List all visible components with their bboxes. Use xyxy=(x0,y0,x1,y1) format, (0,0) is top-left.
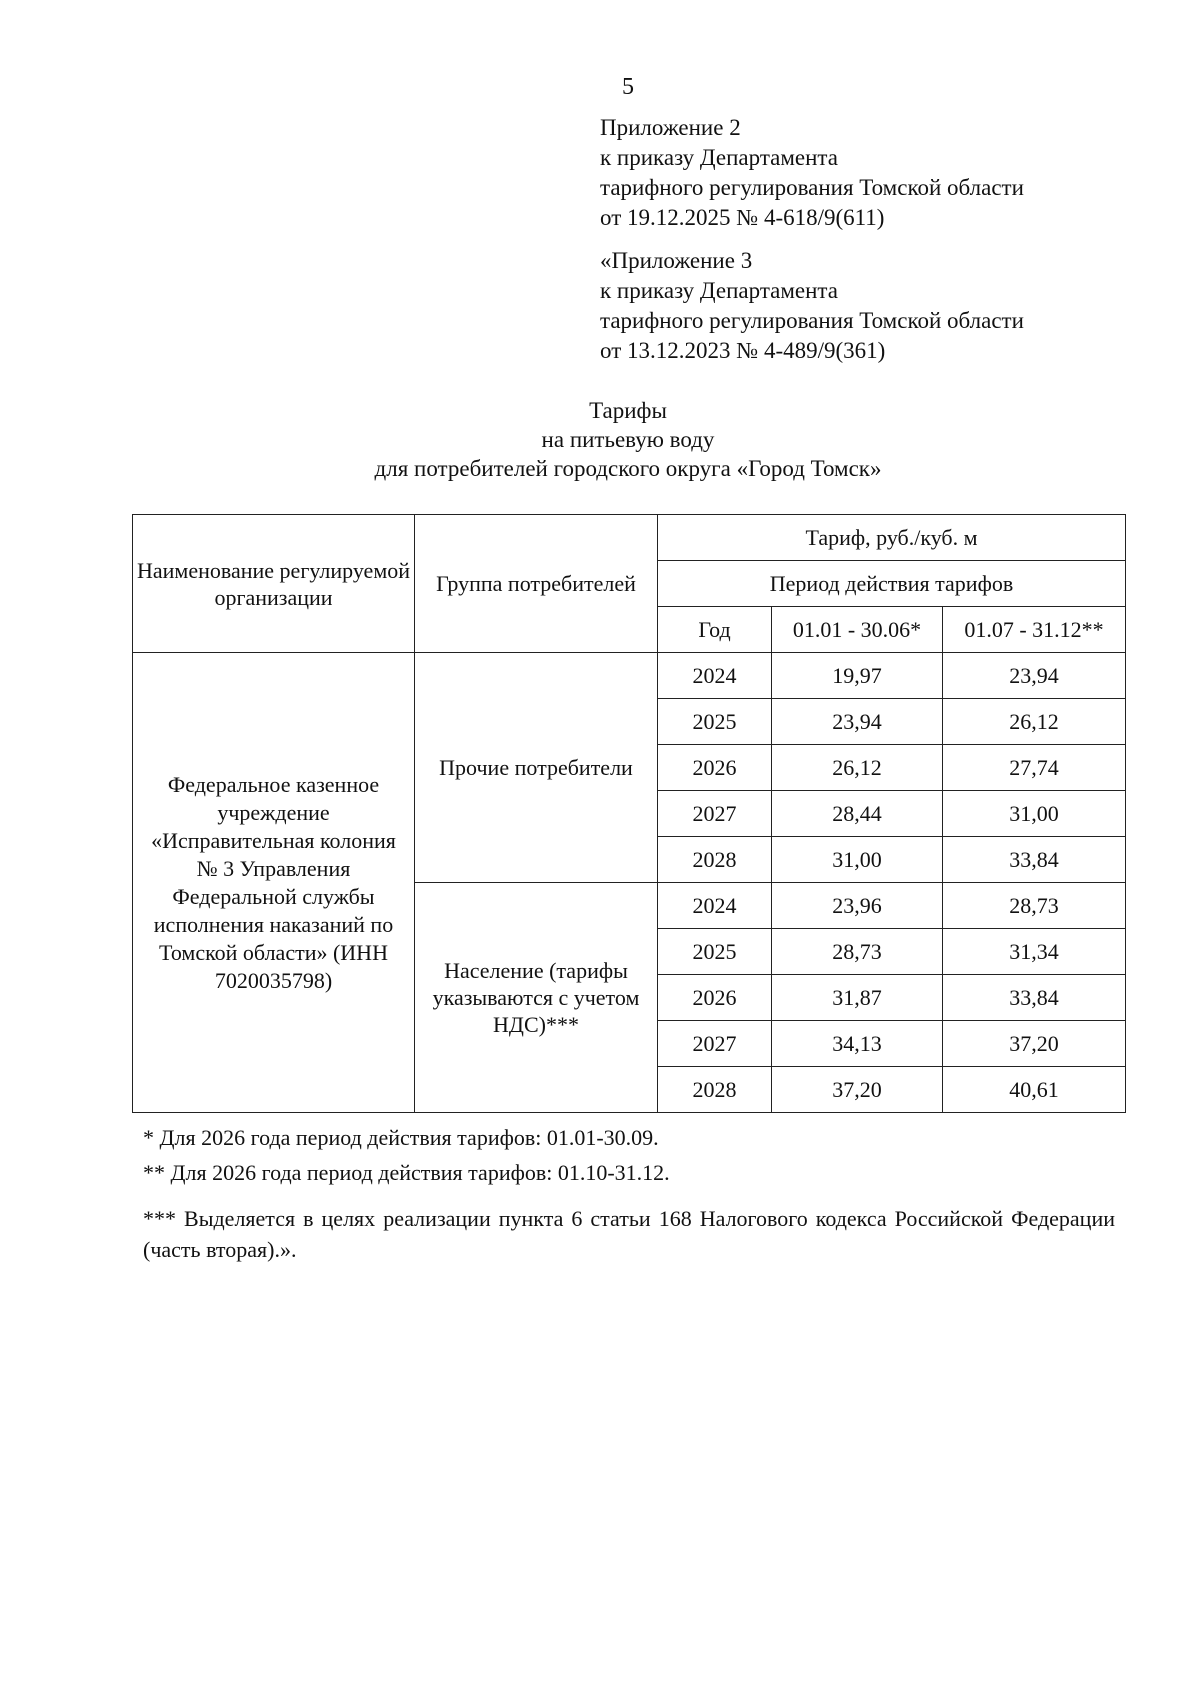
tariff-cell: 40,61 xyxy=(943,1067,1126,1113)
document-title xyxy=(0,396,1200,483)
appendix-line: от 19.12.2025 № 4-618/9(611) xyxy=(600,205,885,230)
tariff-cell: 26,12 xyxy=(772,745,943,791)
header-tariff: Тариф, руб./куб. м xyxy=(658,515,1126,561)
year-cell: 2024 xyxy=(658,653,772,699)
title-line: для потребителей городского округа «Город Томск» xyxy=(374,456,882,481)
tariff-table xyxy=(132,514,1126,1113)
tariff-cell: 31,00 xyxy=(943,791,1126,837)
tariff-cell: 23,94 xyxy=(943,653,1126,699)
appendix-line: к приказу Департамента xyxy=(600,145,838,170)
appendix-line: к приказу Департамента xyxy=(600,278,838,303)
header-organization: Наименование регулируемой организации xyxy=(133,515,415,653)
tariff-cell: 37,20 xyxy=(772,1067,943,1113)
tariff-cell: 28,73 xyxy=(943,883,1126,929)
appendix-line: тарифного регулирования Томской области xyxy=(600,175,1024,200)
tariff-cell: 28,73 xyxy=(772,929,943,975)
tariff-cell: 37,20 xyxy=(943,1021,1126,1067)
tariff-cell: 23,96 xyxy=(772,883,943,929)
page-number: 5 xyxy=(622,74,634,100)
year-cell: 2026 xyxy=(658,975,772,1021)
consumer-group-name: Прочие потребители xyxy=(415,653,658,883)
appendix-header-original xyxy=(600,246,1160,366)
title-line: на питьевую воду xyxy=(541,427,715,452)
year-cell: 2027 xyxy=(658,791,772,837)
tariff-cell: 28,44 xyxy=(772,791,943,837)
year-cell: 2028 xyxy=(658,1067,772,1113)
header-consumer-group: Группа потребителей xyxy=(415,515,658,653)
header-period: Период действия тарифов xyxy=(658,561,1126,607)
table-row xyxy=(133,653,1126,699)
tariff-cell: 34,13 xyxy=(772,1021,943,1067)
year-cell: 2024 xyxy=(658,883,772,929)
title-line: Тарифы xyxy=(589,398,667,423)
tariff-cell: 27,74 xyxy=(943,745,1126,791)
tariff-cell: 31,00 xyxy=(772,837,943,883)
tariff-cell: 23,94 xyxy=(772,699,943,745)
year-cell: 2027 xyxy=(658,1021,772,1067)
footnote-1: * Для 2026 года период действия тарифов: 01.01-30.09. xyxy=(143,1125,659,1150)
year-cell: 2025 xyxy=(658,929,772,975)
appendix-line: «Приложение 3 xyxy=(600,248,753,273)
consumer-group-name: Население (тарифы указываются с учетом НДС)*** xyxy=(415,883,658,1113)
year-cell: 2028 xyxy=(658,837,772,883)
appendix-line: от 13.12.2023 № 4-489/9(361) xyxy=(600,338,886,363)
organization-name: Федеральное казенное учреждение «Исправительная колония № 3 Управления Федеральной службы исполнения наказаний по Томской области» (ИНН 7020035798) xyxy=(133,653,415,1113)
header-year: Год xyxy=(658,607,772,653)
tariff-cell: 33,84 xyxy=(943,837,1126,883)
header-second-half: 01.07 - 31.12** xyxy=(943,607,1126,653)
appendix-line: Приложение 2 xyxy=(600,115,741,140)
table-header-row xyxy=(133,515,1126,561)
footnote-3: *** Выделяется в целях реализации пункта 6 статьи 168 Налогового кодекса Российской Федерации (часть вторая).». xyxy=(143,1206,1115,1262)
appendix-line: тарифного регулирования Томской области xyxy=(600,308,1024,333)
header-first-half: 01.01 - 30.06* xyxy=(772,607,943,653)
appendix-header-current xyxy=(600,113,1160,233)
year-cell: 2026 xyxy=(658,745,772,791)
tariff-cell: 26,12 xyxy=(943,699,1126,745)
tariff-cell: 31,87 xyxy=(772,975,943,1021)
tariff-cell: 19,97 xyxy=(772,653,943,699)
year-cell: 2025 xyxy=(658,699,772,745)
tariff-cell: 33,84 xyxy=(943,975,1126,1021)
tariff-cell: 31,34 xyxy=(943,929,1126,975)
footnote-2: ** Для 2026 года период действия тарифов: 01.10-31.12. xyxy=(143,1160,670,1185)
